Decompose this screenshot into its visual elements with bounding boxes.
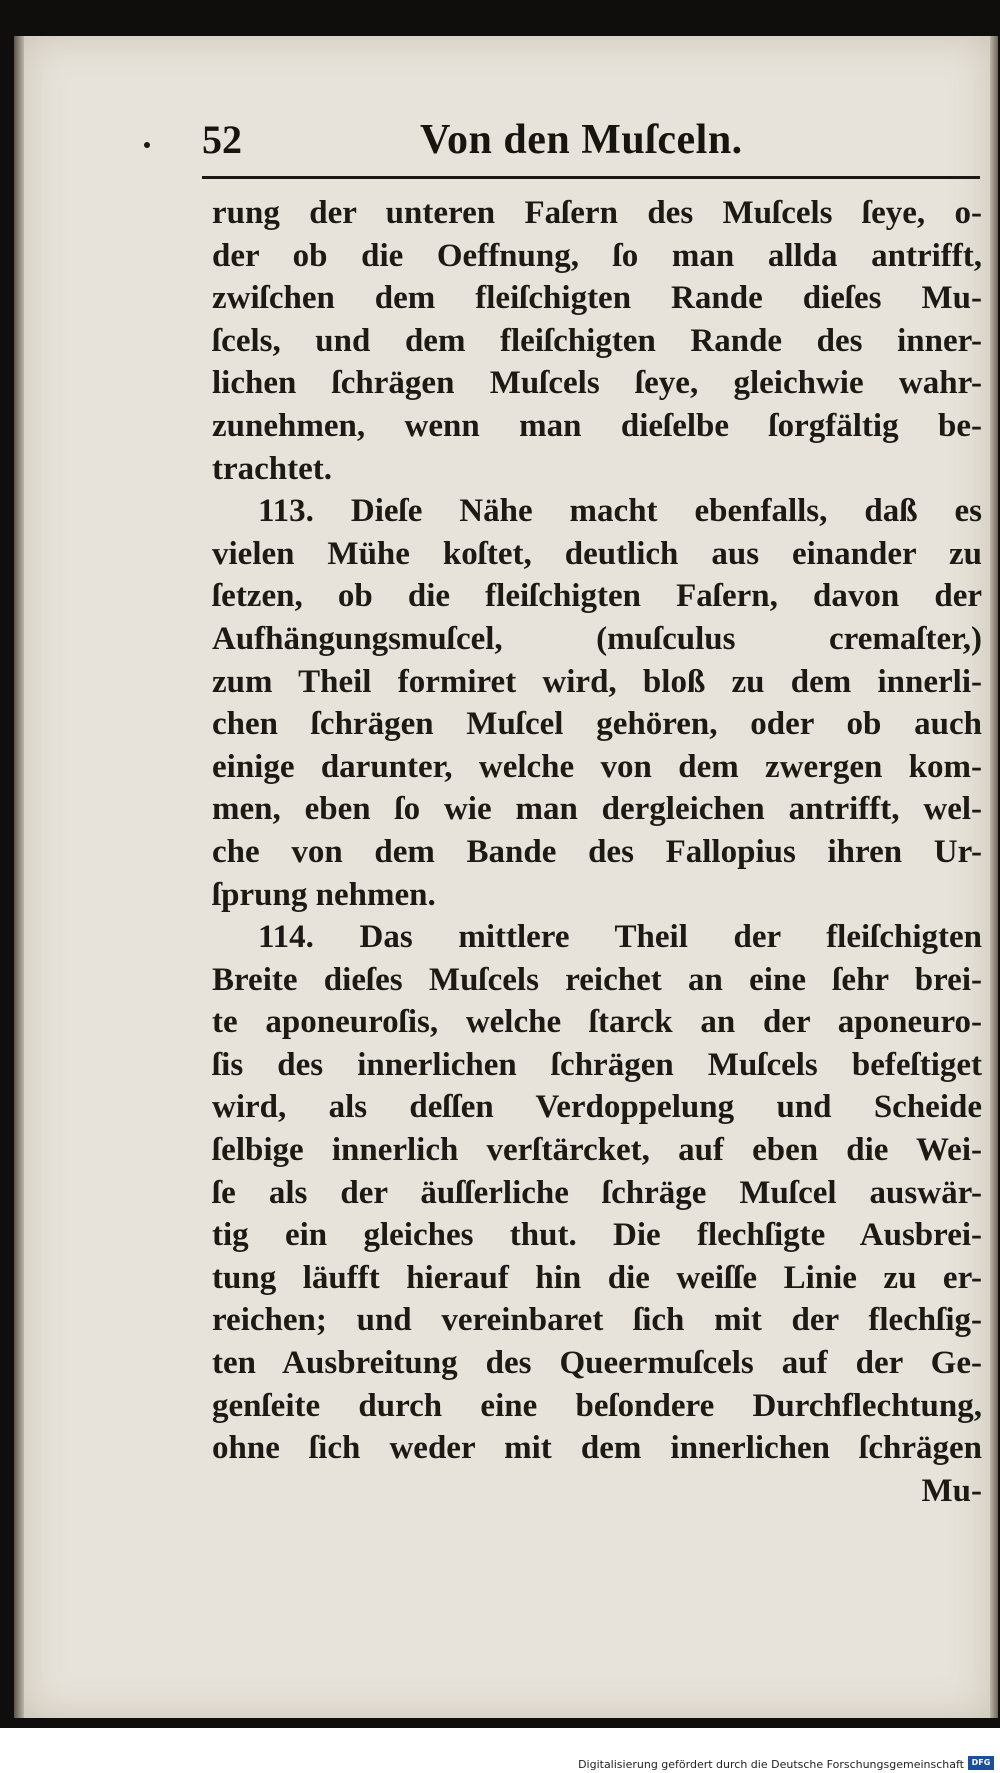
text-line: tig ein gleiches thut. Die flechſigte Ausbrei- [212,1217,982,1254]
catchword: Mu- [921,1472,982,1509]
text-line: chen ſchrägen Muſcel gehören, oder ob auch [212,706,982,743]
text-line: ſis des innerlichen ſchrägen Muſcels befeſtiget [212,1046,982,1083]
text-line: Aufhängungsmuſcel, (muſculus cremaſter,) [212,620,982,657]
page-number: 52 [202,117,242,162]
text-line: zunehmen, wenn man dieſelbe ſorgfältig be- [212,407,982,444]
text-line: der ob die Oeffnung, ſo man allda antrifft, [212,237,982,274]
text-line: zum Theil formiret wird, bloß zu dem innerli- [212,663,982,700]
text-line: ſprung nehmen. [212,876,436,913]
footer-bar [0,1728,1000,1773]
text-line: einige darunter, welche von dem zwergen kom- [212,748,982,785]
text-line: trachtet. [212,450,333,487]
text-line: che von dem Bande des Fallopius ihren Ur- [212,833,982,870]
text-line: ſelbige innerlich verſtärcket, auf eben die Wei- [212,1132,982,1169]
text-line: zwiſchen dem fleiſchigten Rande dieſes Mu- [212,280,982,317]
margin-dot-icon [144,142,150,148]
paragraph-113-start: 113. Dieſe Nähe macht ebenfalls, daß es [258,493,982,530]
text-line: lichen ſchrägen Muſcels ſeye, gleichwie wahr- [212,365,982,402]
text-line: tung läufft hierauf hin die weiſſe Linie zu er- [212,1259,982,1296]
text-line: genſeite durch eine beſondere Durchflechtung, [212,1387,982,1424]
text-line: ſcels, und dem fleiſchigten Rande des inner- [212,322,982,359]
body-text [212,192,982,1512]
dfg-logo-icon: DFG [968,1756,994,1770]
running-head [150,112,980,182]
text-line: wird, als deſſen Verdoppelung und Scheide [212,1089,982,1126]
text-line: ſetzen, ob die fleiſchigten Faſern, davon der [212,578,982,615]
running-head-title: Von den Muſceln. [420,117,743,163]
header-rule [202,176,980,179]
text-line: vielen Mühe koſtet, deutlich aus einander zu [212,535,982,572]
text-line: te aponeuroſis, welche ſtarck an der aponeuro- [212,1004,982,1041]
text-line: ſe als der äuſſerliche ſchräge Muſcel auswär- [212,1174,982,1211]
text-line: ten Ausbreitung des Queermuſcels auf der Ge- [212,1345,982,1382]
text-line: men, eben ſo wie man dergleichen antrifft, wel- [212,791,982,828]
text-line: rung der unteren Faſern des Muſcels ſeye, o- [212,195,982,231]
text-line: reichen; und vereinbaret ſich mit der flechſig- [212,1302,982,1339]
book-page-edge [990,36,998,1718]
text-line: Breite dieſes Muſcels reichet an eine ſehr brei- [212,961,982,998]
text-line: ohne ſich weder mit dem innerlichen ſchrägen [212,1430,982,1467]
footer-credit: Digitalisierung gefördert durch die Deutsche Forschungsgemeinschaft [578,1758,964,1771]
paragraph-114-start: 114. Das mittlere Theil der fleiſchigten [258,919,982,956]
